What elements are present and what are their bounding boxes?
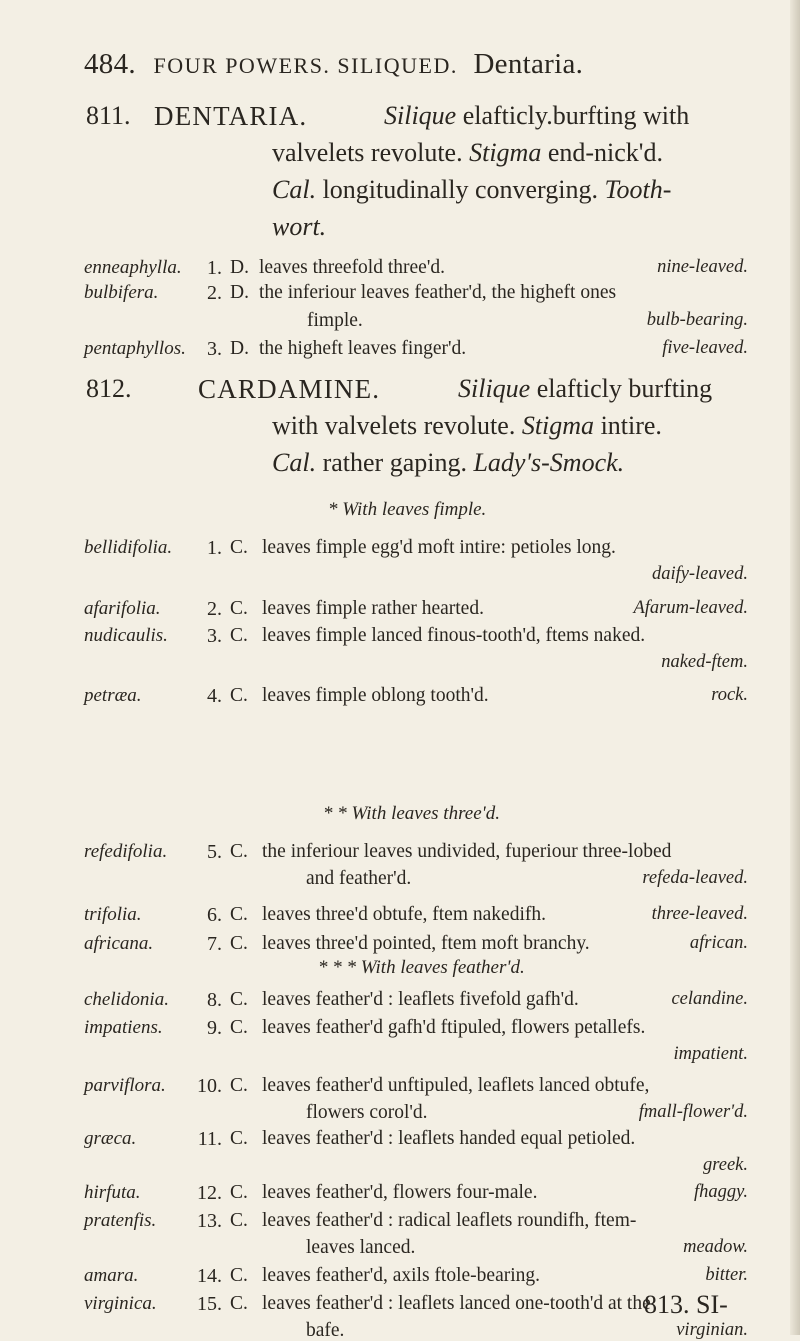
species-genus-initial: C.	[230, 1128, 248, 1149]
genus-number: 812.	[86, 374, 132, 403]
species-description: leaves feather'd, axils ftole-bearing.	[262, 1265, 541, 1286]
species-description-continued: and feather'd.	[306, 868, 412, 889]
species-number: 7.	[207, 933, 222, 955]
species-trivial-name: pentaphyllos.	[84, 338, 186, 359]
species-description: leaves feather'd, flowers four-male.	[262, 1182, 538, 1203]
species-trivial-name: amara.	[84, 1265, 139, 1286]
species-trivial-name: bulbifera.	[84, 282, 159, 303]
species-description: leaves feather'd gafh'd ftipuled, flowers petallefs.	[262, 1017, 646, 1038]
species-genus-initial: C.	[230, 989, 248, 1010]
species-english-name: rock.	[711, 685, 748, 705]
genus-english-name: wort.	[272, 212, 327, 241]
species-description-continued: flowers corol'd.	[306, 1102, 428, 1123]
species-genus-initial: C.	[230, 625, 248, 646]
species-number: 14.	[197, 1265, 222, 1287]
species-description: leaves feather'd : leaflets lanced one-tooth'd at the	[262, 1293, 651, 1314]
species-description: leaves feather'd unftipuled, leaflets lanced obtufe,	[262, 1075, 650, 1096]
species-english-name: african.	[689, 933, 748, 953]
species-english-name: three-leaved.	[651, 904, 748, 924]
species-trivial-name: nudicaulis.	[84, 625, 168, 646]
species-description: leaves feather'd : leaflets fivefold gafh'd.	[262, 989, 579, 1010]
species-trivial-name: pratenfis.	[84, 1210, 157, 1231]
species-description: leaves three'd obtufe, ftem nakedifh.	[262, 904, 546, 925]
species-number: 5.	[207, 841, 222, 863]
species-genus-initial: C.	[230, 1182, 248, 1203]
species-number: 6.	[207, 904, 222, 926]
species-description-continued: fimple.	[307, 310, 363, 331]
species-description-continued: bafe.	[306, 1320, 345, 1341]
species-english-name: fhaggy.	[694, 1182, 748, 1202]
species-english-name: fmall-flower'd.	[638, 1102, 748, 1122]
species-number: 1.	[207, 257, 222, 279]
species-genus-initial: C.	[230, 537, 248, 558]
species-genus-initial: C.	[230, 598, 248, 619]
species-trivial-name: refedifolia.	[84, 841, 168, 862]
species-description: leaves fimple egg'd moft intire: petioles long.	[262, 537, 616, 558]
species-trivial-name: græca.	[84, 1128, 137, 1149]
running-head-class: FOUR POWERS. SILIQUED.	[153, 53, 458, 78]
species-description: the higheft leaves finger'd.	[259, 338, 467, 359]
running-head-genus: Dentaria.	[473, 48, 584, 80]
species-description-continued: leaves lanced.	[306, 1237, 416, 1258]
species-number: 12.	[197, 1182, 222, 1204]
genus-character-line: Cal. rather gaping. Lady's-Smock.	[272, 448, 625, 477]
section-heading: * * * With leaves feather'd.	[318, 957, 525, 978]
species-number: 13.	[197, 1210, 222, 1232]
species-description: the inferiour leaves feather'd, the higheft ones	[259, 282, 617, 303]
species-genus-initial: D.	[230, 282, 249, 303]
species-number: 8.	[207, 989, 222, 1011]
genus-character-line: Silique elafticly burfting	[458, 374, 713, 403]
species-number: 3.	[207, 625, 222, 647]
species-number: 15.	[197, 1293, 222, 1315]
species-number: 2.	[207, 282, 222, 304]
genus-character-line: Cal. longitudinally converging. Tooth-	[272, 175, 672, 204]
species-number: 1.	[207, 537, 222, 559]
species-description: the inferiour leaves undivided, fuperiour three-lobed	[262, 841, 672, 862]
species-genus-initial: D.	[230, 338, 249, 359]
species-genus-initial: C.	[230, 1017, 248, 1038]
species-trivial-name: enneaphylla.	[84, 257, 182, 278]
species-description: leaves feather'd : radical leaflets roundifh, ftem-	[262, 1210, 637, 1231]
genus-number: 811.	[86, 101, 131, 130]
species-genus-initial: C.	[230, 841, 248, 862]
species-english-name: nine-leaved.	[657, 257, 748, 277]
species-trivial-name: petræa.	[84, 685, 142, 706]
species-english-name: Afarum-leaved.	[633, 598, 748, 618]
species-number: 11.	[197, 1128, 222, 1150]
species-trivial-name: africana.	[84, 933, 154, 954]
species-number: 10.	[197, 1075, 222, 1097]
genus-character-line: Silique elafticly.burfting with	[384, 101, 690, 130]
species-trivial-name: impatiens.	[84, 1017, 163, 1038]
species-description: leaves fimple rather hearted.	[262, 598, 484, 619]
species-genus-initial: C.	[230, 685, 248, 706]
species-english-name: virginian.	[676, 1320, 748, 1340]
species-english-name: five-leaved.	[662, 338, 748, 358]
species-english-name: celandine.	[671, 989, 748, 1009]
species-trivial-name: afarifolia.	[84, 598, 161, 619]
species-description: leaves fimple lanced finous-tooth'd, ftems naked.	[262, 625, 646, 646]
page-number: 484.	[84, 48, 136, 80]
species-genus-initial: C.	[230, 1210, 248, 1231]
species-trivial-name: chelidonia.	[84, 989, 169, 1010]
running-head	[84, 50, 583, 79]
genus-character-line: valvelets revolute. Stigma end-nick'd.	[272, 138, 663, 167]
species-english-name: bulb-bearing.	[646, 310, 748, 330]
species-number: 2.	[207, 598, 222, 620]
species-english-name: greek.	[702, 1155, 748, 1175]
species-genus-initial: C.	[230, 1293, 248, 1314]
section-heading: * * With leaves three'd.	[323, 803, 500, 824]
species-number: 9.	[207, 1017, 222, 1039]
species-english-name: meadow.	[683, 1237, 748, 1257]
species-english-name: refeda-leaved.	[642, 868, 748, 888]
species-trivial-name: hirfuta.	[84, 1182, 141, 1203]
species-genus-initial: C.	[230, 933, 248, 954]
section-heading: * With leaves fimple.	[328, 499, 487, 520]
species-description: leaves fimple oblong tooth'd.	[262, 685, 489, 706]
species-english-name: impatient.	[673, 1044, 748, 1064]
genus-character-line: with valvelets revolute. Stigma intire.	[272, 411, 662, 440]
species-description: leaves feather'd : leaflets handed equal petioled.	[262, 1128, 636, 1149]
species-trivial-name: trifolia.	[84, 904, 142, 925]
species-genus-initial: C.	[230, 1265, 248, 1286]
species-trivial-name: bellidifolia.	[84, 537, 173, 558]
genus-name: CARDAMINE.	[198, 374, 381, 404]
species-english-name: naked-ftem.	[661, 652, 748, 672]
species-trivial-name: virginica.	[84, 1293, 157, 1314]
genus-name: DENTARIA.	[154, 101, 308, 131]
species-description: leaves threefold three'd.	[259, 257, 445, 278]
species-english-name: daify-leaved.	[651, 564, 748, 584]
species-number: 4.	[207, 685, 222, 707]
page-edge	[790, 0, 800, 1335]
species-trivial-name: parviflora.	[84, 1075, 166, 1096]
catchword: 813. SI-	[644, 1290, 728, 1319]
species-genus-initial: D.	[230, 257, 249, 278]
species-english-name: bitter.	[705, 1265, 748, 1285]
species-genus-initial: C.	[230, 904, 248, 925]
species-genus-initial: C.	[230, 1075, 248, 1096]
species-description: leaves three'd pointed, ftem moft branchy.	[262, 933, 590, 954]
species-number: 3.	[207, 338, 222, 360]
